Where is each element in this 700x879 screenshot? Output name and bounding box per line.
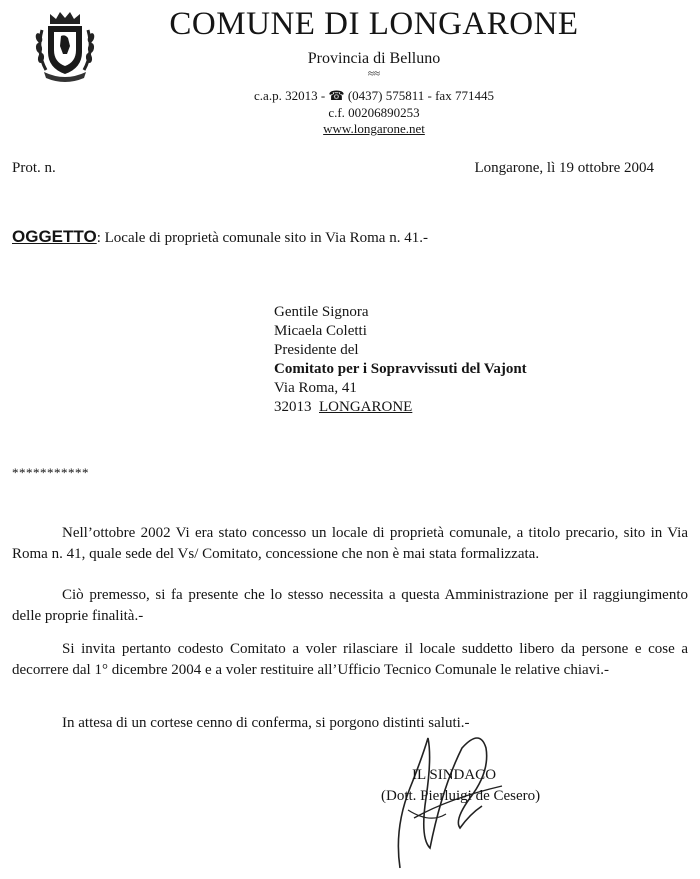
recipient-salutation: Gentile Signora — [274, 304, 369, 320]
header-divider: ≈≈ — [367, 68, 381, 80]
organization-name: Comitato per i Sopravvissuti del Vajont — [274, 361, 527, 377]
body-paragraph-1: Nell’ottobre 2002 Vi era stato concesso un locale di proprietà comunale, a titolo precario, sito in Via Roma n. 41, quale sede del Vs/ Comitato, concessione che non è mai stata formalizzata. — [12, 525, 688, 562]
signatory-name: (Dott. Pierluigi de Cesero) — [381, 788, 541, 804]
separator-stars: *********** — [12, 465, 89, 480]
body-paragraph-4: In attesa di un cortese cenno di conferma, si porgono distinti saluti.- — [62, 715, 470, 731]
tax-code: c.f. 00206890253 — [328, 105, 420, 120]
recipient-city: LONGARONE — [319, 399, 413, 415]
recipient-street: Via Roma, 41 — [274, 380, 357, 396]
recipient-city-line — [274, 398, 412, 417]
subject-label: OGGETTO — [12, 227, 97, 246]
subject-text: : Locale di proprietà comunale sito in Via Roma n. 41.- — [96, 230, 428, 246]
contact-line: c.a.p. 32013 - ☎ (0437) 575811 - fax 771445 — [254, 88, 494, 103]
recipient-role: Presidente del — [274, 342, 359, 358]
protocol-number: Prot. n. — [12, 160, 56, 176]
body-paragraph-3: Si invita pertanto codesto Comitato a voler rilasciare il locale suddetto libero da persone e cose a decorrere dal 1° dicembre 2004 e a voler restituire all’Ufficio Tecnico Comunale le relative chiavi.- — [12, 641, 688, 678]
body-paragraph-2: Ciò premesso, si fa presente che lo stesso necessita a questa Amministrazione per il raggiungimento delle proprie finalità.- — [12, 587, 688, 624]
recipient-postcode: 32013 — [274, 399, 312, 415]
recipient-organization — [274, 360, 527, 379]
recipient-name: Micaela Coletti — [274, 323, 367, 339]
website-link[interactable]: www.longarone.net — [323, 121, 425, 136]
municipality-title: COMUNE DI LONGARONE — [169, 6, 579, 42]
signatory-title: IL SINDACO — [412, 767, 497, 783]
subject-line — [12, 227, 428, 247]
place-date: Longarone, lì 19 ottobre 2004 — [474, 160, 654, 176]
province-name: Provincia di Belluno — [307, 50, 441, 67]
